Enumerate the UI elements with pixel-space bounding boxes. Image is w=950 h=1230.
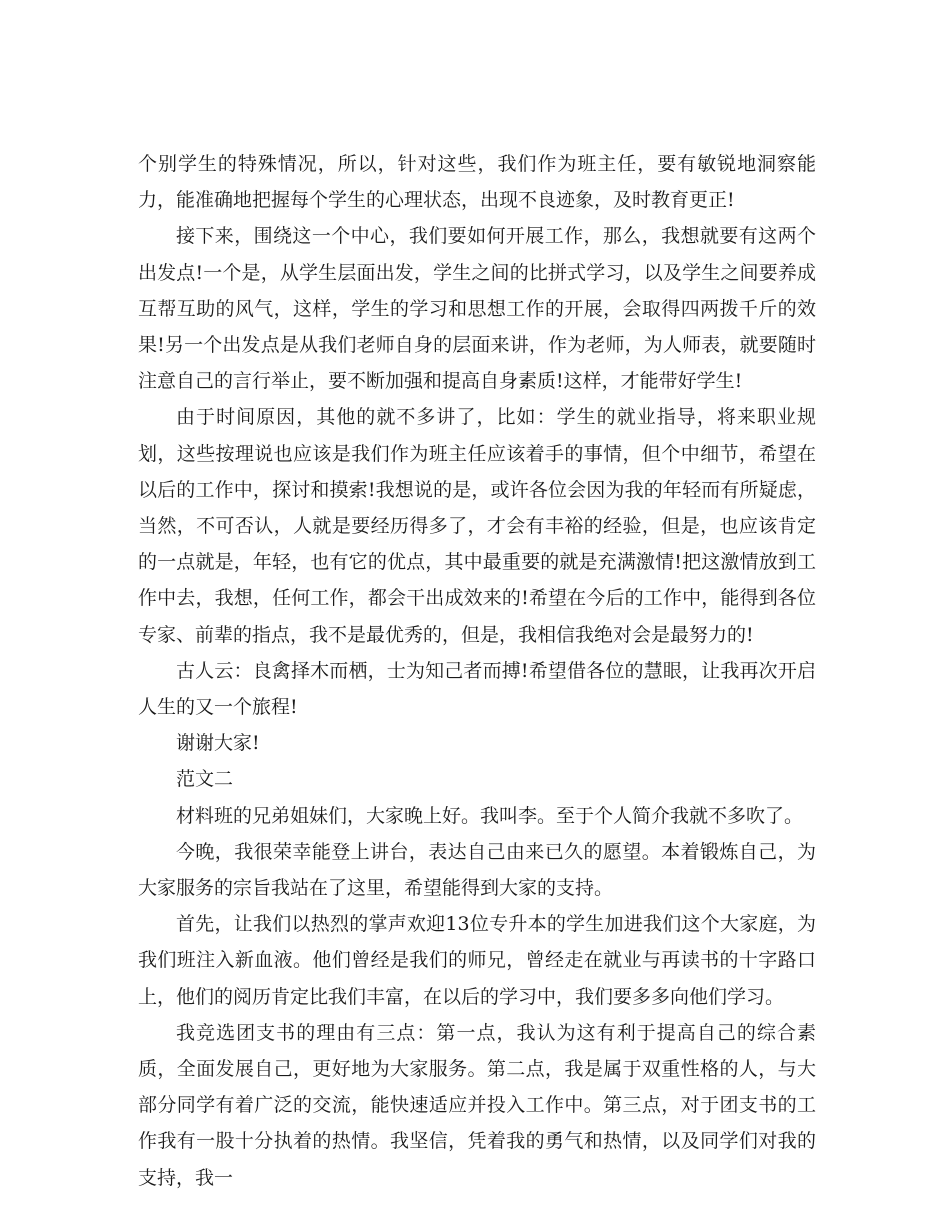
paragraph-thanks: 谢谢大家!: [176, 732, 260, 755]
document-body: [138, 146, 816, 1196]
paragraph-continuation: 个别学生的特殊情况，所以，针对这些，我们作为班主任，要有敏锐地洞察能力，能准确地把握每个学生的心理状态，出现不良迹象，及时教育更正!: [138, 153, 816, 212]
paragraph-tonight: 今晚，我很荣幸能登上讲台，表达自己由来已久的愿望。本着锻炼自己，为大家服务的宗旨我站在了这里，希望能得到大家的支持。: [138, 840, 816, 900]
paragraph-greeting: 材料班的兄弟姐妹们，大家晚上好。我叫李。至于个人简介我就不多吹了。: [176, 804, 804, 827]
section-heading-sample-two: 范文二: [176, 768, 234, 791]
paragraph-work-approach: 接下来，围绕这一个中心，我们要如何开展工作，那么，我想就要有这两个出发点!一个是，从学生层面出发，学生之间的比拼式学习，以及学生之间要养成互帮互助的风气，这样，学生的学习和思想工作的开展，会取得四两拨千斤的效果!另一个出发点是从我们老师自身的层面来讲，作为老师，为人师表，就要随时注意自己的言行举止，要不断加强和提高自身素质!这样，才能带好学生!: [138, 225, 816, 393]
paragraph-reasons: 我竞选团支书的理由有三点：第一点，我认为这有利于提高自己的综合素质，全面发展自己，更好地为大家服务。第二点，我是属于双重性格的人，与大部分同学有着广泛的交流，能快速适应并投入工作中。第三点，对于团支书的工作我有一股十分执着的热情。我坚信，凭着我的勇气和热情，以及同学们对我的支持，我一: [138, 1021, 816, 1189]
paragraph-welcome: 首先，让我们以热烈的掌声欢迎13位专升本的学生加进我们这个大家庭，为我们班注入新血液。他们曾经是我们的师兄，曾经走在就业与再读书的十字路口上，他们的阅历肯定比我们丰富，在以后的学习中，我们要多多向他们学习。: [138, 913, 816, 1008]
paragraph-time-reason: 由于时间原因，其他的就不多讲了，比如：学生的就业指导，将来职业规划，这些按理说也应该是我们作为班主任应该着手的事情，但个中细节，希望在以后的工作中，探讨和摸索!我想说的是，或许各位会因为我的年轻而有所疑虑，当然，不可否认，人就是要经历得多了，才会有丰裕的经验，但是，也应该肯定的一点就是，年轻，也有它的优点，其中最重要的就是充满激情!把这激情放到工作中去，我想，任何工作，都会干出成效来的!希望在今后的工作中，能得到各位专家、前辈的指点，我不是最优秀的，但是，我相信我绝对会是最努力的!: [138, 406, 816, 646]
paragraph-ancient-saying: 古人云：良禽择木而栖，士为知己者而搏!希望借各位的慧眼，让我再次开启人生的又一个旅程!: [138, 659, 816, 719]
